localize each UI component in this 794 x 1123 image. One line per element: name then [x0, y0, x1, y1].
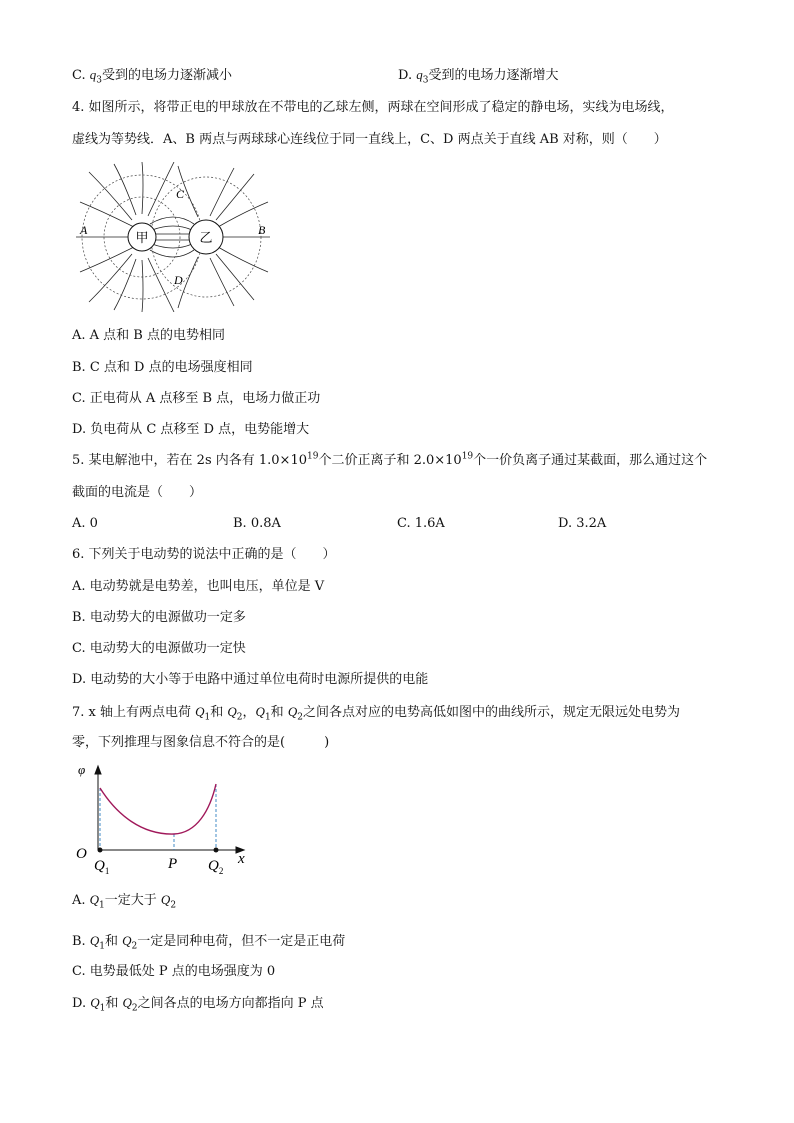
- q4-field-figure: [74, 162, 274, 312]
- ball-yi-label: 乙: [199, 230, 213, 245]
- point-a-label: A: [80, 223, 88, 237]
- q1-label: $Q_1$: [94, 858, 110, 876]
- ball-jia-label: 甲: [135, 230, 149, 245]
- q5-option-d: D. 3.2A: [558, 516, 607, 531]
- q7-option-a: A. $Q_1$一定大于 $Q_2$: [72, 892, 177, 911]
- charge-q1-dot: [98, 848, 103, 853]
- q4-option-c: C. 正电荷从 A 点移至 B 点，电场力做正功: [72, 391, 321, 406]
- q6-stem: 6. 下列关于电动势的说法中正确的是（ ）: [72, 547, 336, 562]
- p-label: P: [168, 856, 178, 872]
- q6-option-c: C. 电动势大的电源做功一定快: [72, 641, 246, 656]
- phi-label: φ: [78, 762, 86, 777]
- origin-label: O: [76, 846, 87, 862]
- q7-stem-line2: 零，下列推理与图象信息不符合的是( ): [72, 735, 330, 750]
- q3-option-c: C. $q_3$受到的电场力逐渐减小: [72, 67, 232, 86]
- q5-option-a: A. 0: [72, 516, 98, 531]
- point-d-label: D: [174, 273, 183, 287]
- q2-label: $Q_2$: [208, 858, 224, 876]
- q5-stem-line2: 截面的电流是（ ）: [72, 485, 203, 500]
- point-c-label: C: [176, 187, 185, 201]
- q7-option-c: C. 电势最低处 P 点的电场强度为 0: [72, 964, 276, 979]
- dashed-guides: [100, 784, 216, 850]
- charge-q2-dot: [214, 848, 219, 853]
- q5-option-c: C. 1.6A: [397, 516, 445, 531]
- q4-stem-line1: 4. 如图所示，将带正电的甲球放在不带电的乙球左侧，两球在空间形成了稳定的静电场，实线为电场线，: [72, 100, 674, 115]
- q3-option-d: D. $q_3$受到的电场力逐渐增大: [398, 67, 559, 86]
- q7-option-d: D. $Q_1$和 $Q_2$之间各点的电场方向都指向 P 点: [72, 995, 324, 1014]
- potential-curve: [100, 784, 216, 834]
- q4-option-b: B. C 点和 D 点的电场强度相同: [72, 360, 253, 375]
- x-label: x: [238, 851, 245, 867]
- q6-option-a: A. 电动势就是电势差，也叫电压，单位是 V: [72, 579, 325, 594]
- q7-potential-graph: [72, 760, 262, 880]
- q7-option-b: B. $Q_1$和 $Q_2$一定是同种电荷，但不一定是正电荷: [72, 933, 346, 952]
- q4-option-d: D. 负电荷从 C 点移至 D 点，电势能增大: [72, 422, 310, 437]
- q5-stem-line1: 5. 某电解池中，若在 2s 内各有 $1.0\times 10^{19}$个二价正离子和 $2.0\times 10^{19}$个一价负离子通过某截面，那么通过这个: [72, 451, 708, 468]
- q5-option-b: B. 0.8A: [233, 516, 281, 531]
- field-lines: [76, 162, 270, 312]
- q6-option-b: B. 电动势大的电源做功一定多: [72, 610, 246, 625]
- point-b-label: B: [258, 223, 266, 237]
- q4-stem-line2: 虚线为等势线．A、B 两点与两球球心连线位于同一直线上，C、D 两点关于直线 AB 对称，则（ ）: [72, 132, 667, 147]
- q6-option-d: D. 电动势的大小等于电路中通过单位电荷时电源所提供的电能: [72, 672, 429, 687]
- q4-option-a: A. A 点和 B 点的电势相同: [72, 328, 225, 343]
- q7-stem-line1: 7. x 轴上有两点电荷 $Q_1$和 $Q_2$，$Q_1$和 $Q_2$之间各点对应的电势高低如图中的曲线所示，规定无限远处电势为: [72, 704, 680, 723]
- y-axis-arrow: [95, 766, 101, 774]
